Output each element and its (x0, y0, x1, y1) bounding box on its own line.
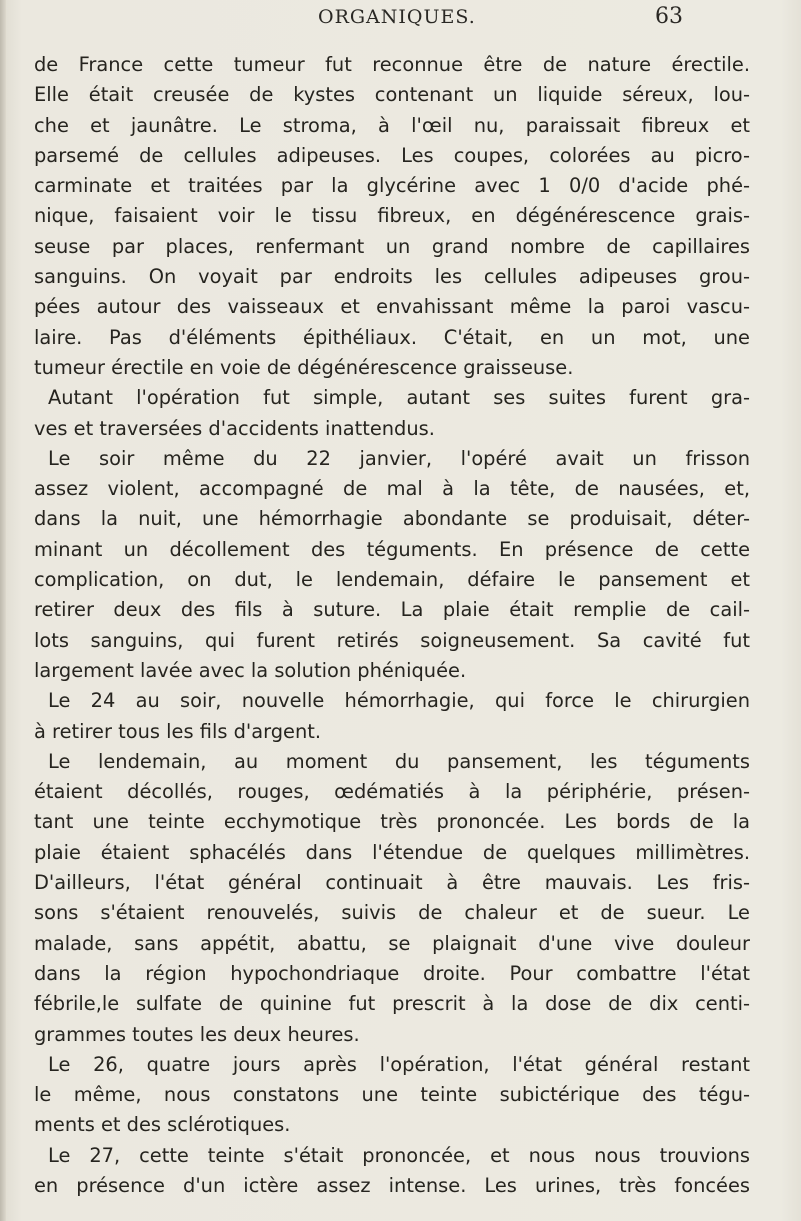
text-line: seuse par places, renfermant un grand nombre de capillaires (34, 234, 750, 258)
text-line: Le soir même du 22 janvier, l'opéré avait un frisson (48, 446, 750, 470)
text-line: dans la nuit, une hémorrhagie abondante se produisait, déter- (34, 507, 750, 531)
text-line: carminate et traitées par la glycérine avec 1 0/0 d'acide phé- (34, 174, 750, 198)
text-line: complication, on dut, le lendemain, défaire le pansement et (34, 568, 750, 592)
text-line: Le 24 au soir, nouvelle hémorrhagie, qui force le chirurgien (48, 689, 750, 713)
body-text (34, 50, 750, 1201)
text-line: retirer deux des fils à suture. La plaie était remplie de cail- (34, 598, 750, 622)
text-line: ves et traversées d'accidents inattendus. (34, 416, 435, 440)
text-line: plaie étaient sphacélés dans l'étendue de quelques millimètres. (34, 840, 750, 864)
text-line: nique, faisaient voir le tissu fibreux, en dégénérescence grais- (34, 204, 750, 228)
text-line: de France cette tumeur fut reconnue être de nature érectile. (34, 53, 750, 76)
page-binding-edge (0, 0, 6, 1221)
text-line: sanguins. On voyait par endroits les cellules adipeuses grou- (34, 265, 750, 289)
page-number: 63 (655, 4, 683, 29)
text-line: Le 27, cette teinte s'était prononcée, et nous nous trouvions (48, 1143, 750, 1167)
text-line: assez violent, accompagné de mal à la tête, de nausées, et, (34, 477, 750, 501)
text-line: laire. Pas d'éléments épithéliaux. C'était, en un mot, une (34, 325, 750, 349)
text-line: che et jaunâtre. Le stroma, à l'œil nu, paraissait fibreux et (34, 113, 750, 137)
text-line: parsemé de cellules adipeuses. Les coupes, colorées au picro- (34, 143, 750, 167)
page-header (0, 6, 801, 38)
text-line: ments et des sclérotiques. (34, 1113, 291, 1137)
text-line: Le lendemain, au moment du pansement, les téguments (48, 749, 750, 773)
text-line: étaient décollés, rouges, œdématiés à la périphérie, présen- (34, 780, 750, 804)
text-line: le même, nous constatons une teinte subictérique des tégu- (34, 1083, 750, 1107)
running-title: ORGANIQUES. (318, 6, 476, 28)
text-line: D'ailleurs, l'état général continuait à être mauvais. Les fris- (34, 871, 750, 895)
text-line: grammes toutes les deux heures. (34, 1022, 360, 1046)
text-line: Le 26, quatre jours après l'opération, l'état général restant (48, 1052, 750, 1076)
text-line: largement lavée avec la solution phéniquée. (34, 658, 467, 682)
text-line: Autant l'opération fut simple, autant ses suites furent gra- (48, 386, 750, 410)
text-line: minant un décollement des téguments. En présence de cette (34, 537, 750, 561)
text-line: malade, sans appétit, abattu, se plaignait d'une vive douleur (34, 931, 750, 955)
text-line: en présence d'un ictère assez intense. Les urines, très foncées (34, 1173, 750, 1197)
text-line: tant une teinte ecchymotique très prononcée. Les bords de la (34, 810, 750, 834)
text-line: lots sanguins, qui furent retirés soigneusement. Sa cavité fut (34, 628, 750, 652)
text-line: pées autour des vaisseaux et envahissant même la paroi vascu- (34, 295, 750, 319)
text-line: fébrile,le sulfate de quinine fut prescrit à la dose de dix centi- (34, 992, 750, 1016)
text-line: sons s'étaient renouvelés, suivis de chaleur et de sueur. Le (34, 901, 750, 925)
text-line: Elle était creusée de kystes contenant un liquide séreux, lou- (34, 83, 750, 107)
text-line: à retirer tous les fils d'argent. (34, 719, 322, 743)
text-line: tumeur érectile en voie de dégénérescence graisseuse. (34, 355, 574, 379)
text-line: dans la région hypochondriaque droite. Pour combattre l'état (34, 961, 750, 985)
